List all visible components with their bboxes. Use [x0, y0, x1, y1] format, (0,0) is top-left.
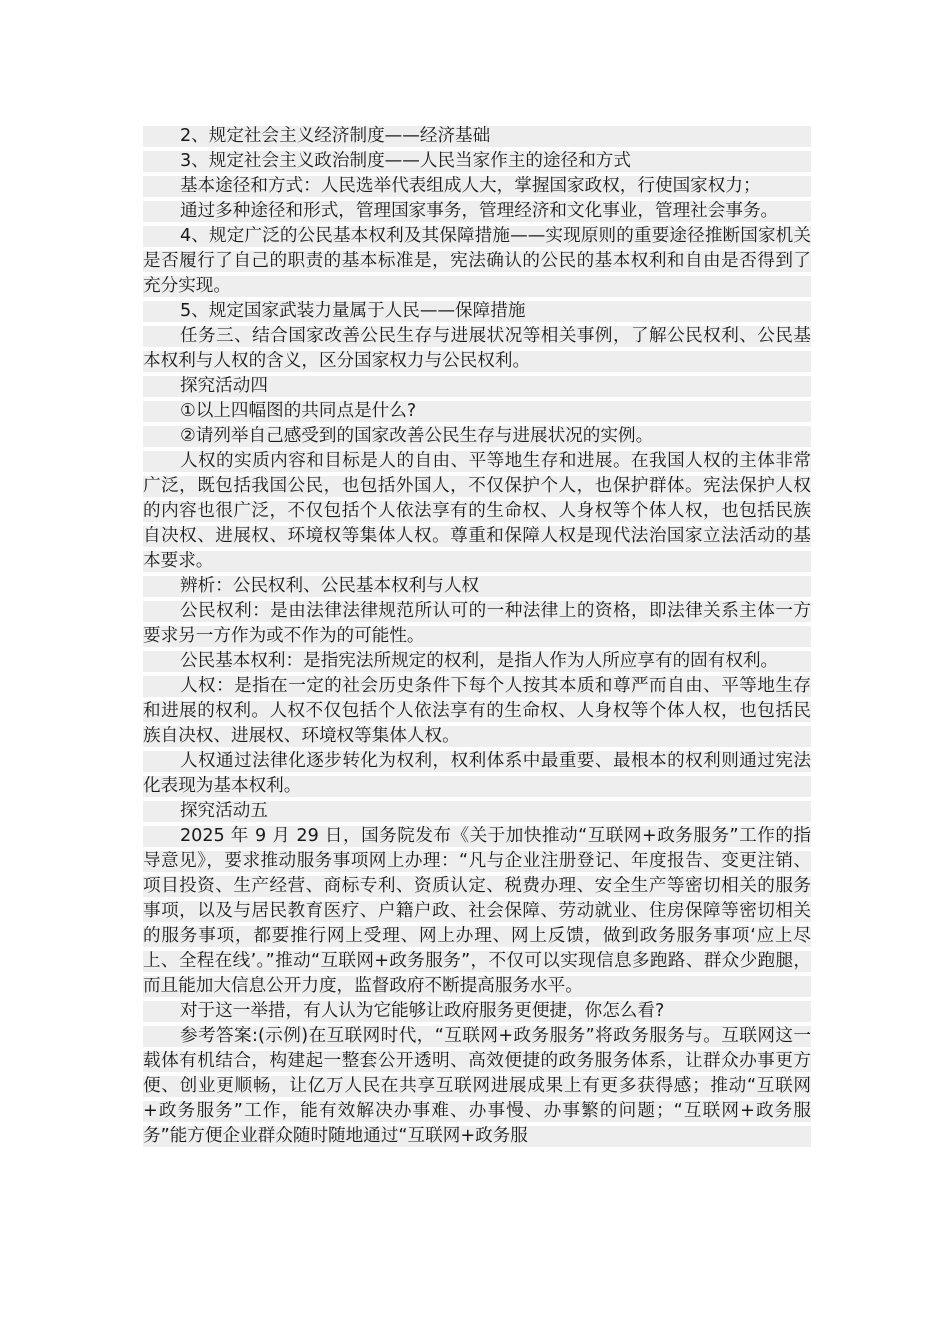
paragraph: 4、规定广泛的公民基本权利及其保障措施——实现原则的重要途径推断国家机关是否履行了自己的职责的基本标准是，宪法确认的公民的基本权利和自由是否得到了充分实现。: [143, 224, 811, 299]
answer-paragraph: 参考答案:(示例)在互联网时代，“互联网+政务服务”将政务服务与。互联网这一载体有机结合，构建起一整套公开透明、高效便捷的政务服务体系，让群众办事更方便、创业更顺畅，让亿万人民在共享互联网进展成果上有更多获得感；推动“互联网+政务服务”工作，能有效解决办事难、办事慢、办事繁的问题；“互联网+政务服务”能方便企业群众随时随地通过“互联网+政务服: [143, 1024, 811, 1149]
paragraph: 公民基本权利：是指宪法所规定的权利，是指人作为人所应享有的固有权利。: [143, 649, 811, 674]
paragraph: 2025 年 9 月 29 日，国务院发布《关于加快推动“互联网+政务服务”工作的指导意见》，要求推动服务事项网上办理：“凡与企业注册登记、年度报告、变更注销、项目投资、生产经营、商标专利、资质认定、税费办理、安全生产等密切相关的服务事项，以及与居民教育医疗、户籍户政、社会保障、劳动就业、住房保障等密切相关的服务事项，都要推行网上受理、网上办理、网上反馈，做到政务服务事项‘应上尽上、全程在线’。”推动“互联网+政务服务”，不仅可以实现信息多跑路、群众少跑腿，而且能加大信息公开力度，监督政府不断提高服务水平。: [143, 824, 811, 999]
question: ②请列举自己感受到的国家改善公民生存与进展状况的实例。: [143, 424, 811, 449]
section-heading: 探究活动五: [143, 799, 811, 824]
paragraph: 公民权利：是由法律法律规范所认可的一种法律上的资格，即法律关系主体一方要求另一方作为或不作为的可能性。: [143, 599, 811, 649]
paragraph: 2、规定社会主义经济制度——经济基础: [143, 124, 811, 149]
paragraph: 任务三、结合国家改善公民生存与进展状况等相关事例，了解公民权利、公民基本权利与人权的含义，区分国家权力与公民权利。: [143, 324, 811, 374]
section-heading: 探究活动四: [143, 374, 811, 399]
paragraph: 3、规定社会主义政治制度——人民当家作主的途径和方式: [143, 149, 811, 174]
paragraph: 人权通过法律化逐步转化为权利，权利体系中最重要、最根本的权利则通过宪法化表现为基本权利。: [143, 749, 811, 799]
paragraph: 人权的实质内容和目标是人的自由、平等地生存和进展。在我国人权的主体非常广泛，既包括我国公民，也包括外国人，不仅保护个人，也保护群体。宪法保护人权的内容也很广泛，不仅包括个人依法享有的生命权、人身权等个体人权，也包括民族自决权、进展权、环境权等集体人权。尊重和保障人权是现代法治国家立法活动的基本要求。: [143, 449, 811, 574]
document-body: [143, 124, 811, 1149]
paragraph: 人权：是指在一定的社会历史条件下每个人按其本质和尊严而自由、平等地生存和进展的权利。人权不仅包括个人依法享有的生命权、人身权等个体人权，也包括民族自决权、进展权、环境权等集体人权。: [143, 674, 811, 749]
question: 对于这一举措，有人认为它能够让政府服务更便捷，你怎么看?: [143, 999, 811, 1024]
paragraph: 5、规定国家武装力量属于人民——保障措施: [143, 299, 811, 324]
paragraph: 基本途径和方式：人民选举代表组成人大，掌握国家政权，行使国家权力；: [143, 174, 811, 199]
question: ①以上四幅图的共同点是什么?: [143, 399, 811, 424]
paragraph: 通过多种途径和形式，管理国家事务，管理经济和文化事业，管理社会事务。: [143, 199, 811, 224]
section-heading: 辨析：公民权利、公民基本权利与人权: [143, 574, 811, 599]
